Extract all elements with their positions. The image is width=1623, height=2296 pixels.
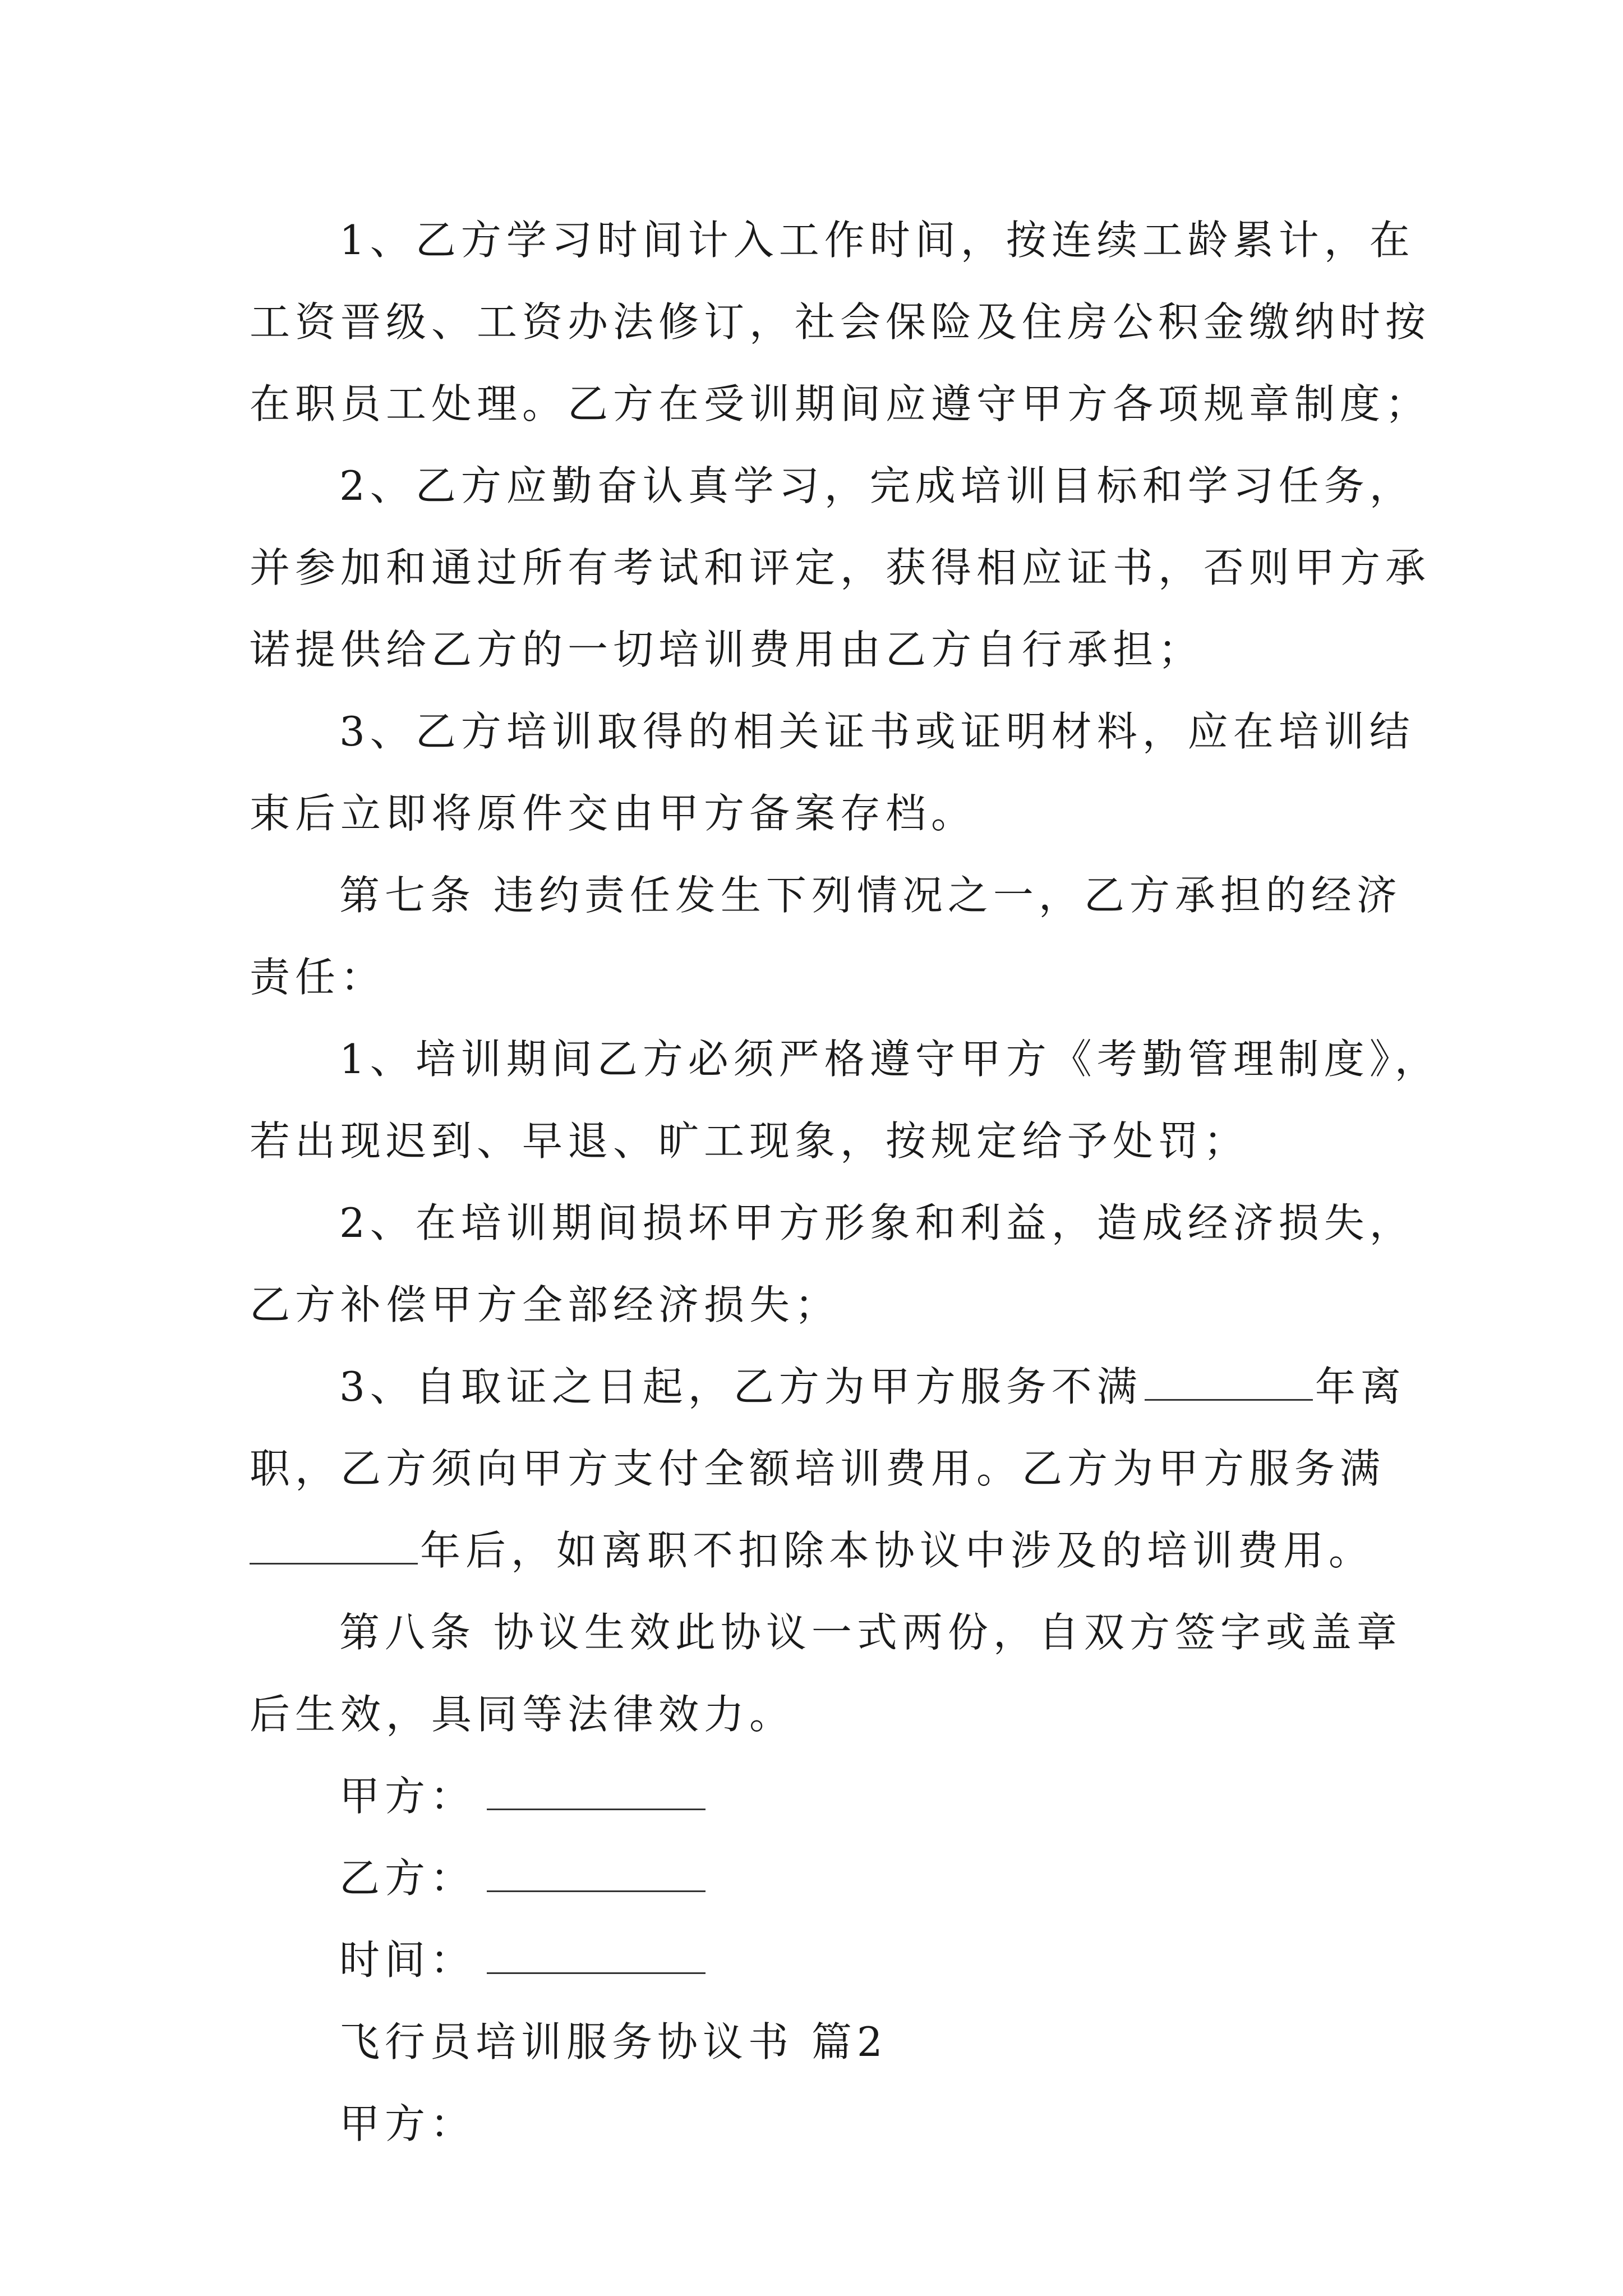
next-section-party-a: 甲方： [339, 2100, 476, 2147]
article7-heading-line2: 责任： [250, 954, 386, 1001]
article7-item3-line1 [250, 1346, 1406, 1428]
signature-date-label: 时间： [339, 1936, 476, 1984]
article7-heading-line1: 第七条 违约责任发生下列情况之一，乙方承担的经济 [339, 872, 1402, 919]
signature-party-a [250, 1755, 1394, 1837]
signature-date-blank [487, 1933, 706, 1974]
article8-line1: 第八条 协议生效此协议一式两份，自双方签字或盖章 [339, 1609, 1402, 1656]
signature-party-b [250, 1837, 1394, 1919]
years-blank-2 [250, 1524, 418, 1565]
article6-item1-line2: 工资晋级、工资办法修订，社会保险及住房公积金缴纳时按 [250, 298, 1431, 346]
document-body [250, 199, 1440, 2165]
article7-item1-line1: 1、培训期间乙方必须严格遵守甲方《考勤管理制度》， [339, 1036, 1440, 1083]
article7-item2-line1: 2、在培训期间损坏甲方形象和利益，造成经济损失， [339, 1199, 1415, 1246]
signature-party-a-blank [487, 1769, 706, 1810]
signature-party-a-label: 甲方： [339, 1773, 476, 1820]
article7-item3-line3-text: 年后，如离职不扣除本协议中涉及的培训费用。 [420, 1527, 1375, 1574]
signature-date [250, 1919, 1394, 2001]
article6-item2-line3: 诺提供给乙方的一切培训费用由乙方自行承担； [250, 626, 1204, 673]
article6-item2-line1: 2、乙方应勤奋认真学习，完成培训目标和学习任务， [339, 462, 1415, 509]
article7-item3-line3 [250, 1510, 1394, 1591]
next-section-title: 飞行员培训服务协议书 篇2 [339, 2018, 888, 2065]
article8-line2: 后生效，具同等法律效力。 [250, 1691, 795, 1738]
article7-item3-line2: 职，乙方须向甲方支付全额培训费用。乙方为甲方服务满 [250, 1445, 1386, 1492]
signature-party-b-blank [487, 1851, 706, 1892]
article6-item3-line1: 3、乙方培训取得的相关证书或证明材料，应在培训结 [339, 708, 1415, 755]
article6-item3-line2: 束后立即将原件交由甲方备案存档。 [250, 790, 977, 837]
article6-item1-line1: 1、乙方学习时间计入工作时间，按连续工龄累计，在 [339, 217, 1415, 264]
article7-item1-line2: 若出现迟到、早退、旷工现象，按规定给予处罚； [250, 1117, 1249, 1165]
article6-item2-line2: 并参加和通过所有考试和评定，获得相应证书，否则甲方承 [250, 544, 1431, 591]
article7-item3-text-before-blank: 3、自取证之日起，乙方为甲方服务不满 [339, 1363, 1142, 1410]
article7-item3-text-after-blank: 年离 [1315, 1363, 1406, 1410]
article7-item2-line2: 乙方补偿甲方全部经济损失； [250, 1281, 841, 1328]
years-blank-1 [1145, 1360, 1313, 1401]
article6-item1-line3: 在职员工处理。乙方在受训期间应遵守甲方各项规章制度； [250, 380, 1431, 427]
signature-party-b-label: 乙方： [339, 1855, 476, 1902]
